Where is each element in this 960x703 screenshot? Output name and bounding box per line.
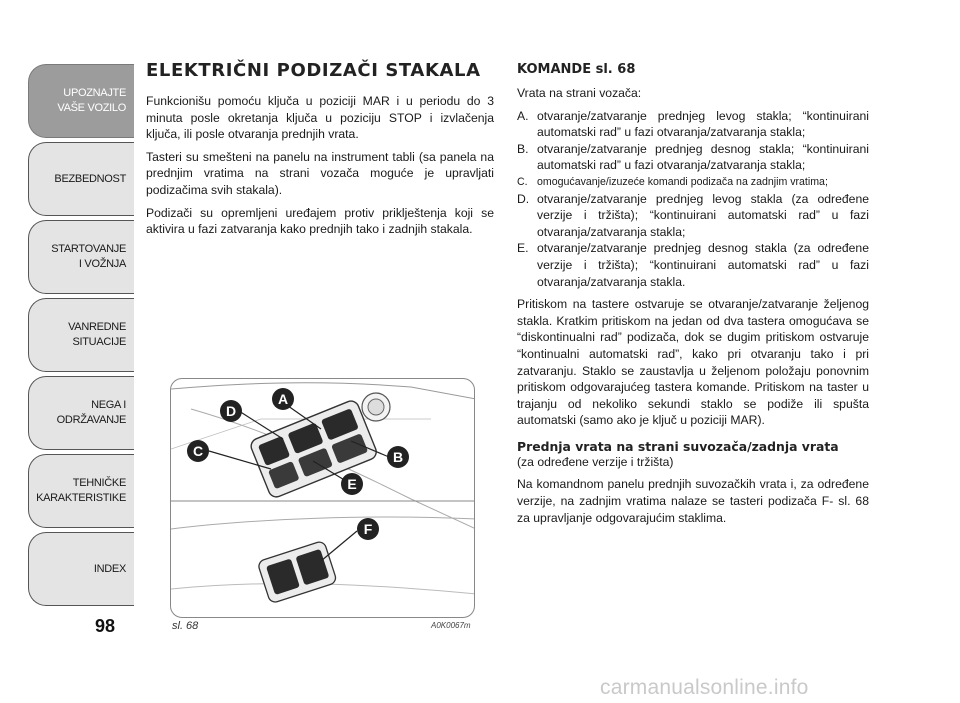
commands-heading: KOMANDE sl. 68 — [517, 62, 636, 77]
label-c — [187, 440, 209, 462]
paragraph: Funkcionišu pomoću ključa u poziciji MAR i u periodu do 3 minuta posle okretanja ključa u poziciju STOP i izvlačenja ključa, ili posle otvaranja prednjih vrata. — [146, 94, 494, 142]
watermark: carmanualsonline.info — [600, 676, 809, 699]
svg-text:B: B — [392, 449, 404, 465]
item-text: otvaranje/zatvaranje prednjeg levog stakla (za određene verzije i tržišta); “kontinuirani automatski rad” u fazi otvaranja/zatvaranja stakla; — [537, 191, 869, 239]
item-letter: C. — [517, 175, 528, 188]
passenger-heading: Prednja vrata na strani suvozača/zadnja vrata — [517, 438, 839, 454]
intro-line: Vrata na strani vozača: — [517, 86, 642, 100]
label-f — [357, 518, 379, 540]
tab-vanredne[interactable]: VANREDNE SITUACIJE — [28, 298, 134, 372]
label-b — [387, 446, 409, 468]
window-switch-illustration — [171, 379, 475, 618]
passenger-note: (za određene verzije i tržišta) — [517, 454, 674, 469]
left-column — [146, 60, 494, 244]
item-text: omogućavanje/izuzeće komandi podizača na zadnjim vratima; — [537, 175, 828, 188]
item-letter: B. — [517, 141, 529, 156]
right-column — [517, 62, 869, 532]
label-a — [272, 388, 294, 410]
tab-tehnicke[interactable]: TEHNIČKE KARAKTERISTIKE — [28, 454, 134, 528]
svg-text:A: A — [277, 391, 289, 407]
tab-index[interactable]: INDEX — [28, 532, 134, 606]
list-item — [517, 141, 869, 174]
figure-caption: sl. 68 — [172, 620, 199, 632]
command-list — [517, 108, 869, 291]
page-number: 98 — [95, 616, 116, 636]
svg-text:C: C — [192, 443, 204, 459]
list-item — [517, 174, 869, 191]
tab-nega[interactable]: NEGA I ODRŽAVANJE — [28, 376, 134, 450]
list-item — [517, 240, 869, 290]
list-item — [517, 191, 869, 241]
svg-text:E: E — [347, 476, 357, 492]
svg-text:D: D — [225, 403, 237, 419]
paragraph: Tasteri su smešteni na panelu na instrument tabli (sa panela na prednjim vratima na strani vozača moguće je upravljati podizačima svih stakala). — [146, 149, 494, 197]
tab-startovanje[interactable]: STARTOVANJE I VOŽNJA — [28, 220, 134, 294]
chapter-tabs — [28, 64, 134, 610]
figure-window-controls — [170, 378, 475, 618]
tab-bezbednost[interactable]: BEZBEDNOST — [28, 142, 134, 216]
label-d — [220, 400, 242, 422]
item-text: otvaranje/zatvaranje prednjeg desnog stakla (za određene verzije i tržišta); “kontinuirani automatski rad” u fazi otvaranja/zatvaranja stakla. — [537, 241, 869, 289]
item-letter: D. — [517, 191, 530, 206]
section-title: ELEKTRIČNI PODIZAČI STAKALA — [146, 60, 481, 81]
item-text: otvaranje/zatvaranje prednjeg levog stakla; “kontinuirani automatski rad” u fazi otvaranja/zatvaranja stakla; — [537, 108, 869, 140]
tab-upoznajte[interactable]: UPOZNAJTE VAŠE VOZILO — [28, 64, 134, 138]
item-letter: A. — [517, 108, 529, 123]
list-item — [517, 108, 869, 141]
operation-paragraph: Pritiskom na tastere ostvaruje se otvaranje/zatvaranje željenog stakla. Kratkim pritiskom na jedan od dva tastera omogućava se “diskontinualni rad” podizača, dok se dugim pritiskom ostvaruje “kontinualni automatski rad”, kako pri otvaranju tako i pri zatvaranju. Staklo se zaustavlja u željenom položaju ponovnim pritiskom odgovarajućeg tastera komande. Pritiskom na taster u trajanju od nekoliko sekundi staklo se podiže ili spušta automatski (samo ako je ključ u poziciji MAR). — [517, 297, 869, 428]
item-text: otvaranje/zatvaranje prednjeg desnog stakla; “kontinuirani automatski rad” u fazi otvaranja/zatvaranja stakla; — [537, 141, 869, 173]
passenger-paragraph: Na komandnom panelu prednjih suvozačkih vrata i, za određene verzije, na zadnjim vratima nalaze se tasteri podizača F- sl. 68 za upravljanje odgovarajućim staklima. — [517, 477, 869, 525]
label-e — [341, 473, 363, 495]
item-letter: E. — [517, 241, 529, 256]
svg-text:F: F — [363, 521, 373, 537]
paragraph: Podizači su opremljeni uređajem protiv priklještenja koji se aktivira u fazi zatvaranja kako prednjih tako i zadnjih stakala. — [146, 205, 494, 237]
intro-text — [146, 93, 494, 238]
figure-code: A0K0067m — [431, 621, 471, 630]
